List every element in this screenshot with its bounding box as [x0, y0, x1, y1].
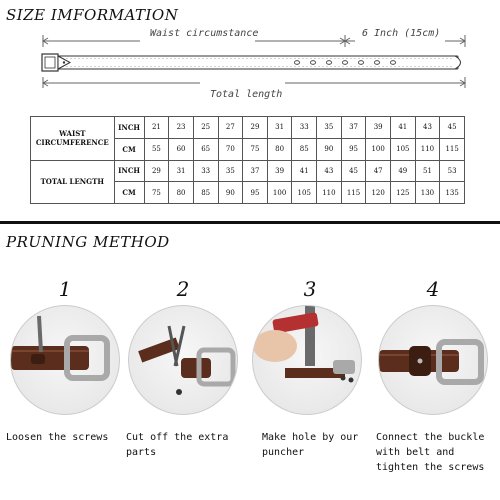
table-cell: 31: [169, 160, 194, 182]
table-cell: 85: [292, 138, 317, 160]
table-cell: 105: [390, 138, 415, 160]
table-cell: 80: [267, 138, 292, 160]
table-cell: 70: [218, 138, 243, 160]
section-divider: [0, 221, 500, 224]
waist-header: WAIST CIRCUMFERENCE: [31, 117, 115, 161]
table-cell: 75: [243, 138, 268, 160]
waist-label: Waist circumstance: [150, 28, 259, 39]
table-cell: 35: [218, 160, 243, 182]
table-cell: 25: [193, 117, 218, 139]
table-cell: 75: [144, 182, 169, 204]
table-cell: 105: [292, 182, 317, 204]
table-cell: 115: [341, 182, 366, 204]
step-1-photo: [10, 305, 120, 415]
table-cell: 47: [366, 160, 391, 182]
table-cell: 115: [440, 138, 465, 160]
table-row: [31, 160, 465, 182]
table-cell: 110: [415, 138, 440, 160]
table-cell: 29: [144, 160, 169, 182]
table-cell: 100: [267, 182, 292, 204]
table-cell: 31: [267, 117, 292, 139]
table-cell: 130: [415, 182, 440, 204]
table-cell: 21: [144, 117, 169, 139]
step-4-number: 4: [426, 277, 440, 301]
total-dimension-line: [43, 77, 465, 88]
table-cell: 65: [193, 138, 218, 160]
table-cell: 43: [317, 160, 342, 182]
table-cell: 33: [193, 160, 218, 182]
unit-inch: INCH: [114, 117, 144, 139]
table-cell: 80: [169, 182, 194, 204]
table-cell: 60: [169, 138, 194, 160]
table-cell: 33: [292, 117, 317, 139]
table-cell: 37: [341, 117, 366, 139]
table-cell: 39: [267, 160, 292, 182]
table-cell: 41: [292, 160, 317, 182]
table-cell: 100: [366, 138, 391, 160]
table-cell: 51: [415, 160, 440, 182]
step-4-caption: Connect the buckle with belt and tighten the screws: [376, 432, 485, 473]
table-cell: 49: [390, 160, 415, 182]
table-cell: 120: [366, 182, 391, 204]
table-cell: 29: [243, 117, 268, 139]
table-cell: 90: [218, 182, 243, 204]
table-cell: 41: [390, 117, 415, 139]
table-cell: 23: [169, 117, 194, 139]
table-cell: 53: [440, 160, 465, 182]
table-cell: 135: [440, 182, 465, 204]
table-cell: 39: [366, 117, 391, 139]
step-3-number: 3: [303, 277, 317, 301]
extra-length-label: 6 Inch (15cm): [362, 28, 441, 39]
step-2-caption: Cut off the extra parts: [126, 432, 229, 458]
total-header: TOTAL LENGTH: [31, 160, 115, 204]
table-cell: 110: [317, 182, 342, 204]
step-1-number: 1: [58, 277, 72, 301]
table-cell: 95: [243, 182, 268, 204]
table-cell: 85: [193, 182, 218, 204]
table-cell: 27: [218, 117, 243, 139]
step-1-caption: Loosen the screws: [6, 432, 109, 443]
table-cell: 35: [317, 117, 342, 139]
table-cell: 90: [317, 138, 342, 160]
unit-cm: CM: [114, 182, 144, 204]
unit-inch: INCH: [114, 160, 144, 182]
step-2-number: 2: [176, 277, 190, 301]
table-cell: 37: [243, 160, 268, 182]
unit-cm: CM: [114, 138, 144, 160]
total-length-label: Total length: [210, 89, 283, 100]
table-cell: 125: [390, 182, 415, 204]
step-3-caption: Make hole by our puncher: [262, 432, 359, 458]
size-information-title: SIZE IMFORMATION: [6, 6, 179, 24]
table-cell: 43: [415, 117, 440, 139]
belt-strap: [58, 56, 461, 69]
size-table: [30, 116, 465, 204]
table-cell: 45: [440, 117, 465, 139]
table-row: [31, 117, 465, 139]
step-2-photo: [128, 305, 238, 415]
table-cell: 55: [144, 138, 169, 160]
table-cell: 45: [341, 160, 366, 182]
pruning-method-title: PRUNING METHOD: [6, 233, 170, 251]
step-3-photo: [252, 305, 362, 415]
table-cell: 95: [341, 138, 366, 160]
step-4-photo: [378, 305, 488, 415]
